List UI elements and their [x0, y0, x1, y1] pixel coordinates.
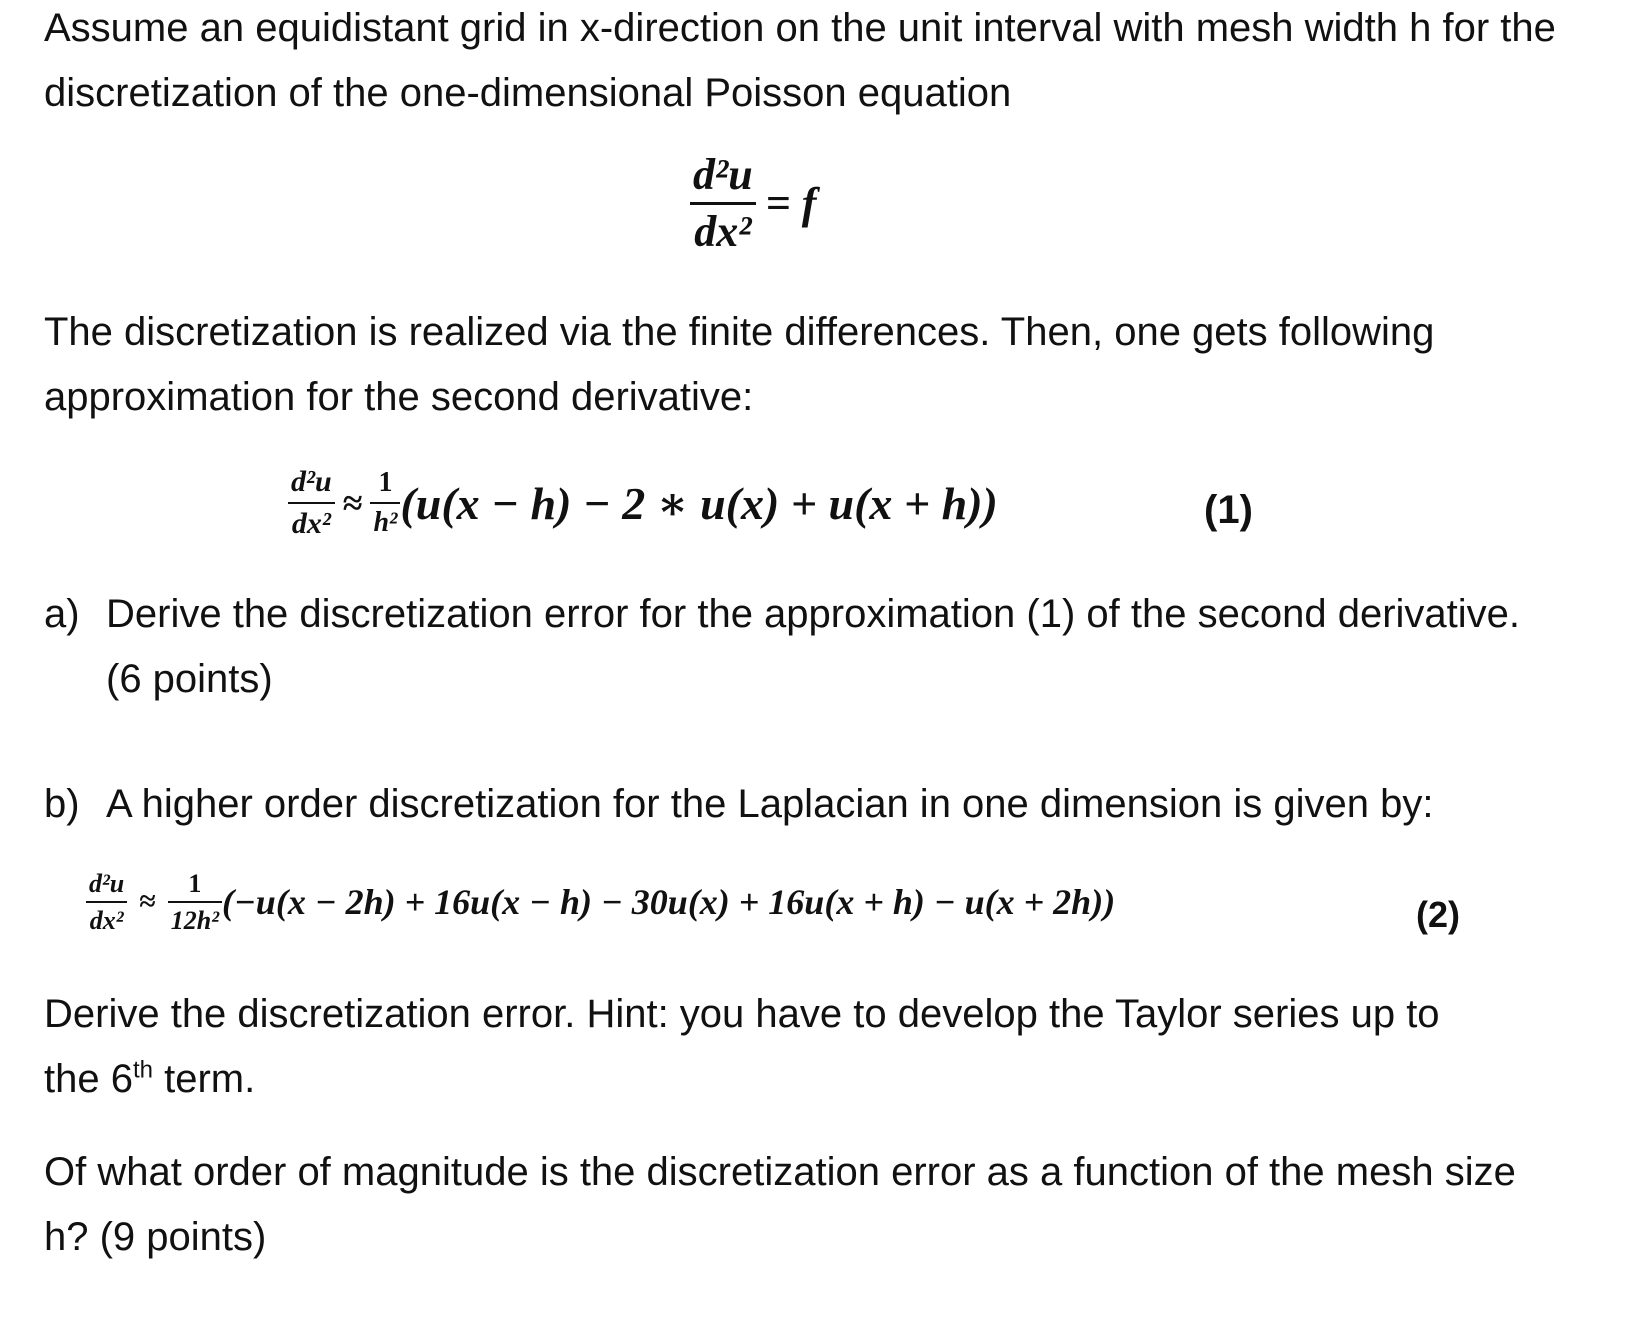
eq1-coefficient [370, 468, 400, 537]
poisson-equation [690, 152, 816, 255]
eq2-coef-denominator: 12h² [170, 906, 219, 936]
eq1-coef-denominator: h² [373, 506, 398, 538]
part-a-marker: a) [44, 592, 80, 636]
part-b-marker: b) [44, 782, 80, 826]
poisson-rhs: = f [765, 179, 817, 229]
eq2-coef-numerator: 1 [188, 869, 202, 898]
eq1-body: (u(x − h) − 2 ∗ u(x) + u(x + h)) [400, 477, 998, 529]
order-question: Of what order of magnitude is the discretization error as a function of the mesh size h? (9 points) [44, 1150, 1516, 1259]
eq1-lhs-numerator: d²u [291, 465, 332, 498]
eq1-label: (1) [1204, 488, 1253, 532]
eq1-coef-numerator: 1 [378, 467, 393, 499]
eq2-coefficient [168, 870, 222, 935]
hint-paragraph [44, 982, 1484, 1112]
part-b [44, 772, 1526, 837]
eq1-lhs-fraction [288, 466, 335, 539]
equation-1 [288, 466, 998, 539]
hint-text-end: term. [152, 1057, 256, 1101]
eq2-lhs-numerator: d²u [89, 869, 125, 898]
part-a [44, 582, 1526, 712]
eq2-lhs-fraction [86, 870, 127, 935]
hint-superscript: th [132, 1056, 153, 1084]
poisson-numerator: d²u [693, 150, 753, 199]
eq1-approx-sign: ≈ [342, 482, 363, 523]
part-b-text: A higher order discretization for the Laplacian in one dimension is given by: [106, 782, 1434, 826]
poisson-denominator: dx² [694, 207, 752, 257]
eq2-lhs-denominator: dx² [89, 906, 124, 936]
eq2-label: (2) [1416, 894, 1460, 935]
finite-difference-paragraph: The discretization is realized via the finite differences. Then, one gets following approximation for the second derivative: [44, 310, 1435, 419]
eq1-lhs-denominator: dx² [291, 506, 331, 540]
hint-text: Derive the discretization error. Hint: you have to develop the Taylor series up to the 6 [44, 992, 1440, 1101]
eq2-body: (−u(x − 2h) + 16u(x − h) − 30u(x) + 16u(x + h) − u(x + 2h)) [222, 882, 1116, 923]
part-a-text: Derive the discretization error for the approximation (1) of the second derivative. (6 points) [106, 592, 1521, 701]
poisson-fraction [690, 152, 756, 255]
eq2-approx-sign: ≈ [139, 885, 156, 919]
intro-paragraph: Assume an equidistant grid in x-direction on the unit interval with mesh width h for the discretization of the one-dimensional Poisson equation [44, 6, 1556, 115]
equation-2 [86, 870, 1115, 935]
